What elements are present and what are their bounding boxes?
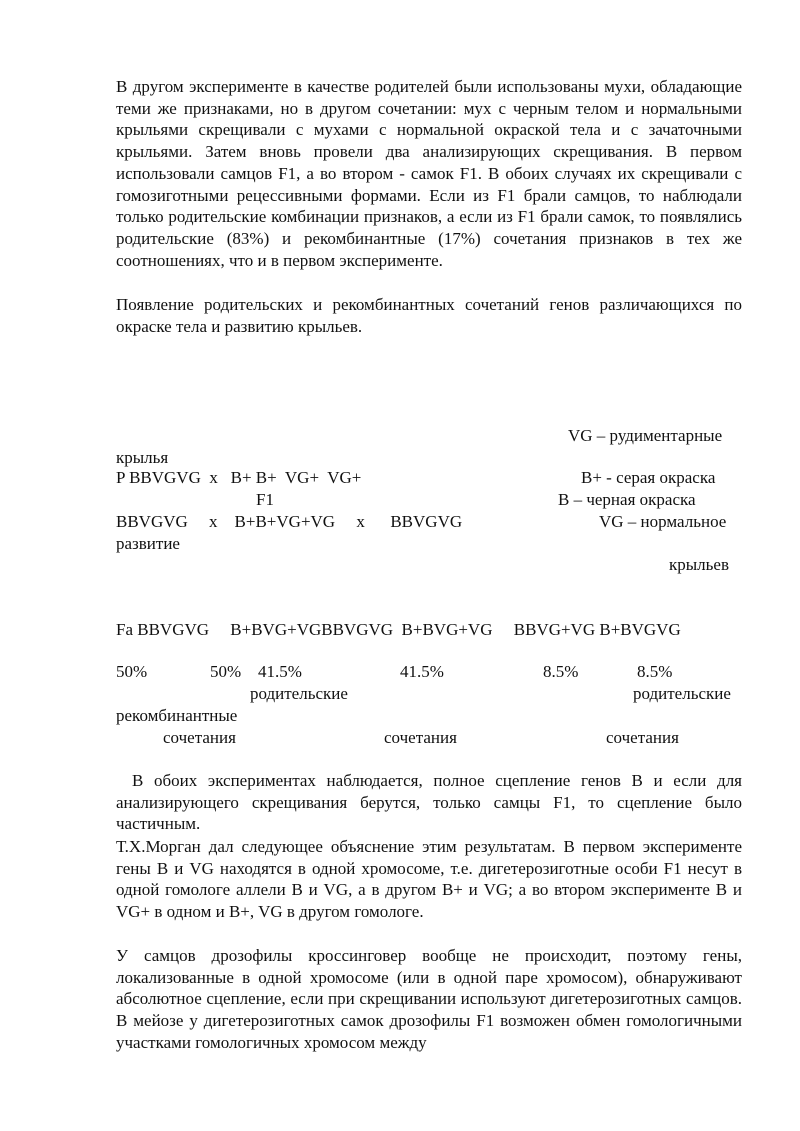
legend-b-plus: B+ - серая окраска <box>581 468 716 487</box>
paragraph-experiment-description: В другом эксперименте в качестве родителей были использованы мухи, обладающие теми же признаками, но в другом сочетании: мух с черным телом и нормальными крыльями скрещивали с мухами с нормальной окраской тела и с зачаточными крыльями. Затем вновь провели два анализирующих скрещивания. В первом использовали самцов F1, а во втором - самок F1. В обоих случаях их скрещивали с гомозиготными рецессивными формами. Если из F1 брали самцов, то наблюдали только родительские комбинации признаков, а если из F1 брали самок, то появлялись родительские (83%) и рекомбинантные (17%) сочетания признаков в тех же соотношениях, что и в первом эксперименте. <box>116 77 742 270</box>
fa-genotypes-row: Fa BBVGVG B+BVG+VGBBVGVG B+BVG+VG BBVG+VG B+BVGVG <box>116 620 681 639</box>
label-combinations-1: сочетания <box>163 728 236 747</box>
percent-2: 50% <box>210 662 242 681</box>
label-combinations-3: сочетания <box>606 728 679 747</box>
legend-b: B – черная окраска <box>558 490 696 509</box>
paragraph-morgan-explanation: Т.Х.Морган дал следующее объяснение этим результатам. В первом эксперименте гены B и VG находятся в одной хромосоме, т.е. дигетерозиготные особи F1 несут в одной гомологе аллели B и VG, а в другом B+ и VG; а во втором эксперименте B и VG+ в одном и B+, VG в другом гомологе. <box>116 837 742 922</box>
p-generation-cross: P BBVGVG x B+ B+ VG+ VG+ <box>116 468 362 487</box>
legend-vg-normal: VG – нормальное <box>599 512 727 531</box>
legend-vg-normal-cont2: крыльев <box>669 555 729 574</box>
legend-vg-normal-cont: развитие <box>116 534 180 553</box>
label-parental-2: родительские <box>633 684 731 703</box>
percent-1: 50% <box>116 662 148 681</box>
percent-6: 8.5% <box>637 662 673 681</box>
paragraph-scheme-caption: Появление родительских и рекомбинантных сочетаний генов различающихся по окраске тела и развитию крыльев. <box>116 295 742 336</box>
paragraph-linkage-observation: В обоих экспериментах наблюдается, полное сцепление генов B и если для анализирующего скрещивания берутся, только самцы F1, то сцепление было частичным. <box>116 771 742 834</box>
legend-vg-rudimentary: VG – рудиментарные <box>568 426 723 445</box>
percent-3: 41.5% <box>258 662 302 681</box>
legend-vg-rudimentary-cont: крылья <box>116 448 169 467</box>
percent-4: 41.5% <box>400 662 444 681</box>
f1-label: F1 <box>256 490 274 509</box>
label-combinations-2: сочетания <box>384 728 457 747</box>
percent-5: 8.5% <box>543 662 579 681</box>
label-parental-1: родительские <box>250 684 348 703</box>
label-recombinant: рекомбинантные <box>116 706 238 725</box>
paragraph-crossing-over: У самцов дрозофилы кроссинговер вообще не происходит, поэтому гены, локализованные в одной хромосоме (или в одной паре хромосом), обнаруживают абсолютное сцепление, если при скрещивании используют дигетерозиготных самцов. В мейозе у дигетерозиготных самок дрозофилы F1 возможен обмен гомологичными участками гомологичных хромосом между <box>116 946 742 1052</box>
f1-analyzing-cross: BBVGVG x B+B+VG+VG x BBVGVG <box>116 512 463 531</box>
